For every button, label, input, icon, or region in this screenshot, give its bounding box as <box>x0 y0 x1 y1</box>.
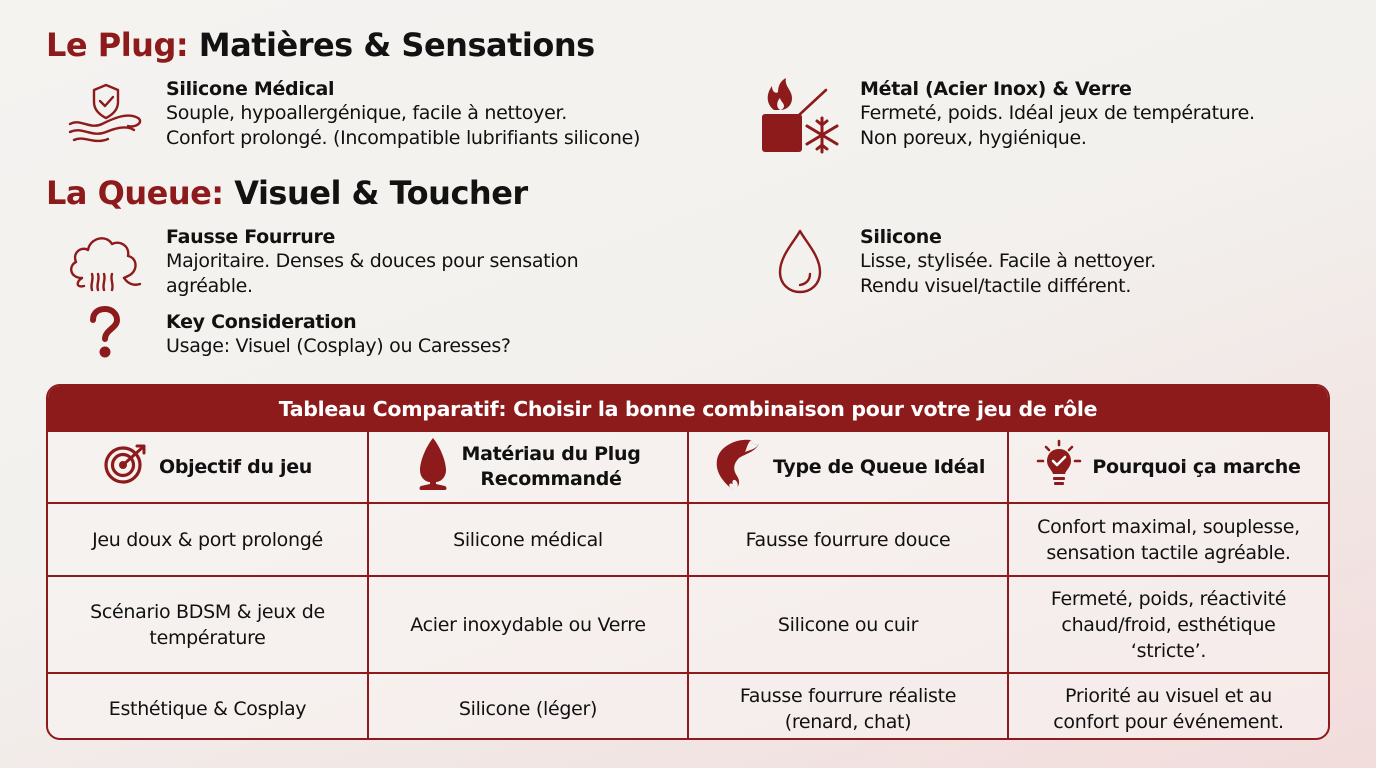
fox-tail-icon <box>711 436 763 499</box>
plug-item-metal-verre <box>860 77 1255 151</box>
lightbulb-check-icon <box>1036 439 1082 496</box>
fluffy-cloud-icon <box>66 232 146 294</box>
header-label: Type de Queue Idéal <box>772 456 986 478</box>
cell-tail: Fausse fourrure douce <box>688 503 1008 576</box>
item-desc-line: agréable. <box>166 275 253 297</box>
header-label: Objectif du jeu <box>158 456 313 478</box>
comparison-grid <box>48 432 1328 740</box>
comparison-table <box>46 384 1330 740</box>
question-mark-icon <box>88 306 122 358</box>
cell-tail: Fausse fourrure réaliste (renard, chat) <box>688 673 1008 740</box>
cell-tail: Silicone ou cuir <box>688 576 1008 673</box>
item-title: Fausse Fourrure <box>166 226 336 248</box>
plug-heading-rest: Matières & Sensations <box>198 26 595 64</box>
item-desc-line: Souple, hypoallergénique, facile à nettoyer. <box>166 102 567 124</box>
plug-item-silicone-medical <box>166 77 640 151</box>
item-desc-line: Non poreux, hygiénique. <box>860 127 1087 149</box>
header-label: Pourquoi ça marche <box>1092 456 1301 478</box>
item-desc-line: Rendu visuel/tactile différent. <box>860 275 1132 297</box>
tail-item-key-consideration <box>166 310 511 359</box>
plug-icon <box>415 436 451 499</box>
item-desc-line: Majoritaire. Denses & douces pour sensation <box>166 250 579 272</box>
item-desc-line: Fermeté, poids. Idéal jeux de température. <box>860 102 1255 124</box>
target-icon <box>103 443 149 492</box>
water-drop-icon <box>776 228 824 296</box>
tail-item-fausse-fourrure <box>166 225 578 299</box>
header-objective <box>48 432 368 503</box>
tail-heading-accent: La Queue: <box>46 174 224 212</box>
header-tail-type <box>688 432 1008 503</box>
table-row <box>48 576 1328 673</box>
tail-section-heading <box>46 174 528 212</box>
fire-ice-cube-icon <box>760 76 840 154</box>
plug-heading-accent: Le Plug: <box>46 26 189 64</box>
item-title: Silicone <box>860 226 942 248</box>
cell-plug: Acier inoxydable ou Verre <box>368 576 688 673</box>
item-title: Key Consideration <box>166 311 357 333</box>
table-row <box>48 503 1328 576</box>
cell-objective: Scénario BDSM & jeux de température <box>48 576 368 673</box>
item-desc-line: Confort prolongé. (Incompatible lubrifiants silicone) <box>166 127 641 149</box>
header-label: Matériau du Plug Recommandé <box>461 443 641 490</box>
tail-item-silicone <box>860 225 1156 299</box>
cell-objective: Jeu doux & port prolongé <box>48 503 368 576</box>
table-row <box>48 673 1328 740</box>
item-title: Métal (Acier Inox) & Verre <box>860 78 1132 100</box>
shield-check-wave-icon <box>66 82 146 146</box>
header-plug-material <box>368 432 688 503</box>
table-title: Tableau Comparatif: Choisir la bonne combinaison pour votre jeu de rôle <box>48 386 1328 432</box>
tail-heading-rest: Visuel & Toucher <box>234 174 528 212</box>
cell-plug: Silicone (léger) <box>368 673 688 740</box>
cell-why: Fermeté, poids, réactivité chaud/froid, esthétique ‘stricte’. <box>1008 576 1328 673</box>
plug-section-heading <box>46 26 595 64</box>
item-desc-line: Usage: Visuel (Cosplay) ou Caresses? <box>166 335 511 357</box>
header-why <box>1008 432 1328 503</box>
cell-plug: Silicone médical <box>368 503 688 576</box>
cell-why: Confort maximal, souplesse, sensation tactile agréable. <box>1008 503 1328 576</box>
item-title: Silicone Médical <box>166 78 335 100</box>
cell-objective: Esthétique & Cosplay <box>48 673 368 740</box>
item-desc-line: Lisse, stylisée. Facile à nettoyer. <box>860 250 1156 272</box>
cell-why: Priorité au visuel et au confort pour événement. <box>1008 673 1328 740</box>
